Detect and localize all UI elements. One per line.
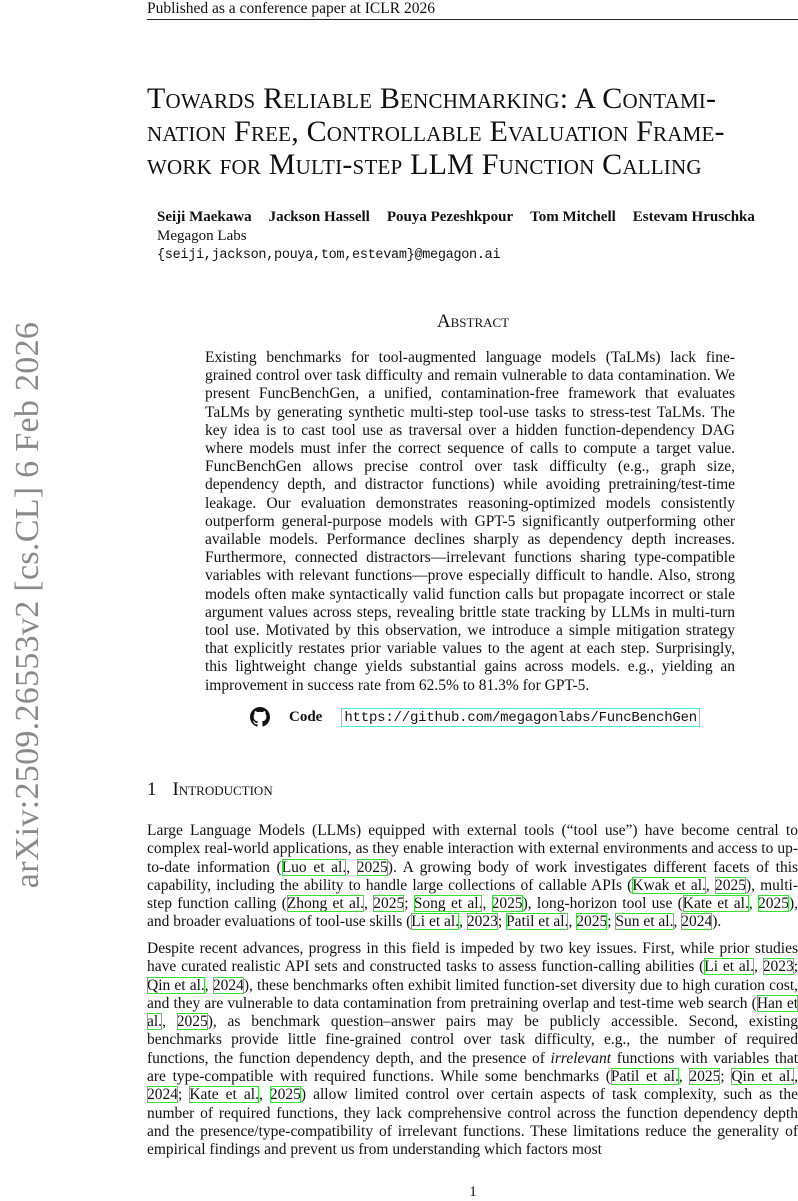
section-number: 1: [147, 779, 157, 800]
body-text: ) allow limited control over certain aspects of task complexity, such as the number of required functions, they lack comprehensive control across the function dependency depth and the presence/type-compatibility of irrelevant functions. These limitations reduce the generality of empirical findings and prevent us from understanding which factors most: [147, 1086, 798, 1159]
github-repo-link[interactable]: https://github.com/megagonlabs/FuncBenchGen: [341, 708, 700, 727]
citation-link[interactable]: Patil et al.: [506, 913, 569, 931]
title-line: nation Free, Controllable Evaluation Frame-: [147, 115, 725, 148]
emphasis-text: irrelevant: [550, 1049, 612, 1067]
citation-link[interactable]: Song et al.: [413, 895, 483, 913]
citation-year-link[interactable]: 2025: [757, 895, 789, 913]
citation-link[interactable]: Zhong et al.: [286, 895, 365, 913]
citation-link[interactable]: Kate et al.: [682, 895, 749, 913]
intro-paragraph-2: Despite recent advances, progress in this field is impeded by two key issues. First, while prior studies have curated realistic API sets and constructed tasks to assess function-calling abilities (Li et al., 2023; Qin et al., 2024), these benchmarks often exhibit limited function-set diversity due to high curation cost, and they are vulnerable to data contamination from pretraining overlap and test-time web search (Han et al., 2025), as benchmark question–answer pairs may be publicly accessible. Second, existing benchmarks provide little fine-grained control over task difficulty, e.g., the number of required functions, the function dependency depth, and the presence of irrelevant functions with variables that are type-compatible with required functions. While some benchmarks (Patil et al., 2025; Qin et al., 2024; Kate et al., 2025) allow limited control over certain aspects of task complexity, such as the number of required functions, they lack comprehensive control across the function dependency depth and the presence/type-compatibility of irrelevant functions. These limitations reduce the generality of empirical findings and prevent us from understanding which factors most: [147, 940, 798, 1159]
citation-year-link[interactable]: 2023: [762, 958, 794, 976]
body-text: ), as benchmark question–answer pairs may be publicly accessible. Second, existing benchmarks provide little fine-grained control over task difficulty, e.g., the number of required functions, the function dependency depth, and the presence of: [147, 1013, 798, 1067]
body-text: ). A growing body of work investigates different facets of this capability, including the ability to handle large collections of callable APIs (: [147, 858, 798, 894]
github-icon: [250, 707, 270, 727]
citation-year-link[interactable]: 2025: [689, 1068, 721, 1086]
affiliation: Megagon Labs: [157, 228, 247, 244]
citation-link[interactable]: Sun et al.: [615, 913, 674, 931]
body-text: ), long-horizon tool use (: [522, 895, 683, 913]
section-heading-introduction: [147, 779, 273, 801]
citation-year-link[interactable]: 2025: [373, 895, 405, 913]
running-header: [147, 0, 798, 20]
citation-link[interactable]: Kate et al.: [189, 1086, 259, 1104]
citation-link[interactable]: Qin et al.: [731, 1068, 795, 1086]
body-text: ), these benchmarks often exhibit limited function-set diversity due to high curation cost, and they are vulnerable to data contamination from pretraining overlap and test-time web search (: [147, 976, 798, 1012]
author-name: Tom Mitchell: [530, 209, 616, 225]
citation-year-link[interactable]: 2025: [269, 1086, 301, 1104]
citation-year-link[interactable]: 2024: [212, 976, 244, 994]
arxiv-id: arXiv:2509.26553v2 [cs.CL] 6 Feb 2026: [9, 321, 46, 889]
citation-year-link[interactable]: 2024: [147, 1086, 178, 1104]
intro-paragraph-1: Large Language Models (LLMs) equipped with external tools (“tool use”) have become central to complex real-world applications, as they enable interaction with external environments and access to up-to-date information (Luo et al., 2025). A growing body of work investigates different facets of this capability, including the ability to handle large collections of callable APIs (Kwak et al., 2025), multi-step function calling (Zhong et al., 2025; Song et al., 2025), long-horizon tool use (Kate et al., 2025), and broader evaluations of tool-use skills (Li et al., 2023; Patil et al., 2025; Sun et al., 2024).: [147, 822, 798, 931]
citation-year-link[interactable]: 2024: [681, 913, 713, 931]
code-label: Code: [289, 708, 323, 725]
citation-year-link[interactable]: 2025: [356, 858, 388, 876]
citation-link[interactable]: Li et al.: [704, 958, 754, 976]
citation-link[interactable]: Luo et al.: [281, 858, 347, 876]
citation-link[interactable]: Qin et al.: [147, 976, 205, 994]
code-link-row: [250, 706, 700, 728]
author-block: [157, 208, 798, 265]
body-text: Despite recent advances, progress in this field is impeded by two key issues. First, while prior studies have curated realistic API sets and constructed tasks to assess function-calling abilities (: [147, 940, 798, 976]
author-name: Pouya Pezeshkpour: [386, 209, 514, 225]
body-text: ), and broader evaluations of tool-use skills (: [147, 895, 798, 931]
body-text: ), multi-step function calling (: [147, 876, 798, 913]
author-emails: {seiji,jackson,pouya,tom,estevam}@megagon.ai: [157, 248, 501, 263]
citation-link[interactable]: Patil et al.: [610, 1068, 679, 1086]
title-line: Towards Reliable Benchmarking: A Contami-: [147, 82, 717, 115]
paper-title: [147, 82, 798, 181]
author-list: [157, 208, 798, 227]
body-text: Large Language Models (LLMs) equipped with external tools (“tool use”) have become central to complex real-world applications, as they enable interaction with external environments and access to up-to-date information (: [147, 822, 798, 876]
citation-link[interactable]: Han et al.: [147, 994, 798, 1031]
arxiv-sidebar-stamp: [0, 310, 56, 900]
body-text: ).: [712, 913, 722, 931]
section-title: Introduction: [172, 779, 273, 800]
citation-year-link[interactable]: 2025: [491, 895, 523, 913]
citation-link[interactable]: Li et al.: [411, 913, 460, 931]
author-name: Jackson Hassell: [268, 209, 370, 225]
citation-year-link[interactable]: 2025: [176, 1013, 208, 1031]
running-title: Published as a conference paper at ICLR 2026: [147, 0, 435, 17]
body-text: functions with variables that are type-compatible with required functions. While some benchmarks (: [147, 1049, 798, 1086]
author-name: Seiji Maekawa: [157, 209, 252, 225]
abstract-heading: Abstract: [436, 311, 510, 332]
title-line: work for Multi-step LLM Function Calling: [147, 148, 702, 181]
page-number: 1: [469, 1184, 477, 1200]
citation-year-link[interactable]: 2023: [466, 913, 498, 931]
author-name: Estevam Hruschka: [632, 209, 755, 225]
citation-year-link[interactable]: 2025: [714, 876, 746, 894]
abstract-text: Existing benchmarks for tool-augmented language models (TaLMs) lack fine-grained control over task difficulty and remain vulnerable to data contamination. We present FuncBenchGen, a unified, contamination-free framework that evaluates TaLMs by generating synthetic multi-step tool-use tasks to stress-test TaLMs. The key idea is to cast tool use as traversal over a hidden function-dependency DAG where models must infer the correct sequence of calls to compute a target value. FuncBenchGen allows precise control over task difficulty (e.g., graph size, dependency depth, and distractor functions) while avoiding pretraining/test-time leakage. Our evaluation demonstrates reasoning-optimized models consistently outperform general-purpose models with GPT-5 significantly outperforming other available models. Performance declines sharply as dependency depth increases. Furthermore, connected distractors—irrelevant functions sharing type-compatible variables with relevant functions—prove especially difficult to handle. Also, strong models often make syntactically valid function calls but propagate incorrect or stale argument values across steps, revealing brittle state tracking by LLMs in multi-turn tool use. Motivated by this observation, we introduce a simple mitigation strategy that explicitly restates prior variable values to the agent at each step. Surprisingly, this lightweight change yields substantial gains across models. e.g., yielding an improvement in success rate from 62.5% to 81.3% for GPT-5.: [205, 349, 735, 694]
citation-year-link[interactable]: 2025: [576, 913, 608, 931]
citation-link[interactable]: Kwak et al.: [632, 876, 706, 894]
